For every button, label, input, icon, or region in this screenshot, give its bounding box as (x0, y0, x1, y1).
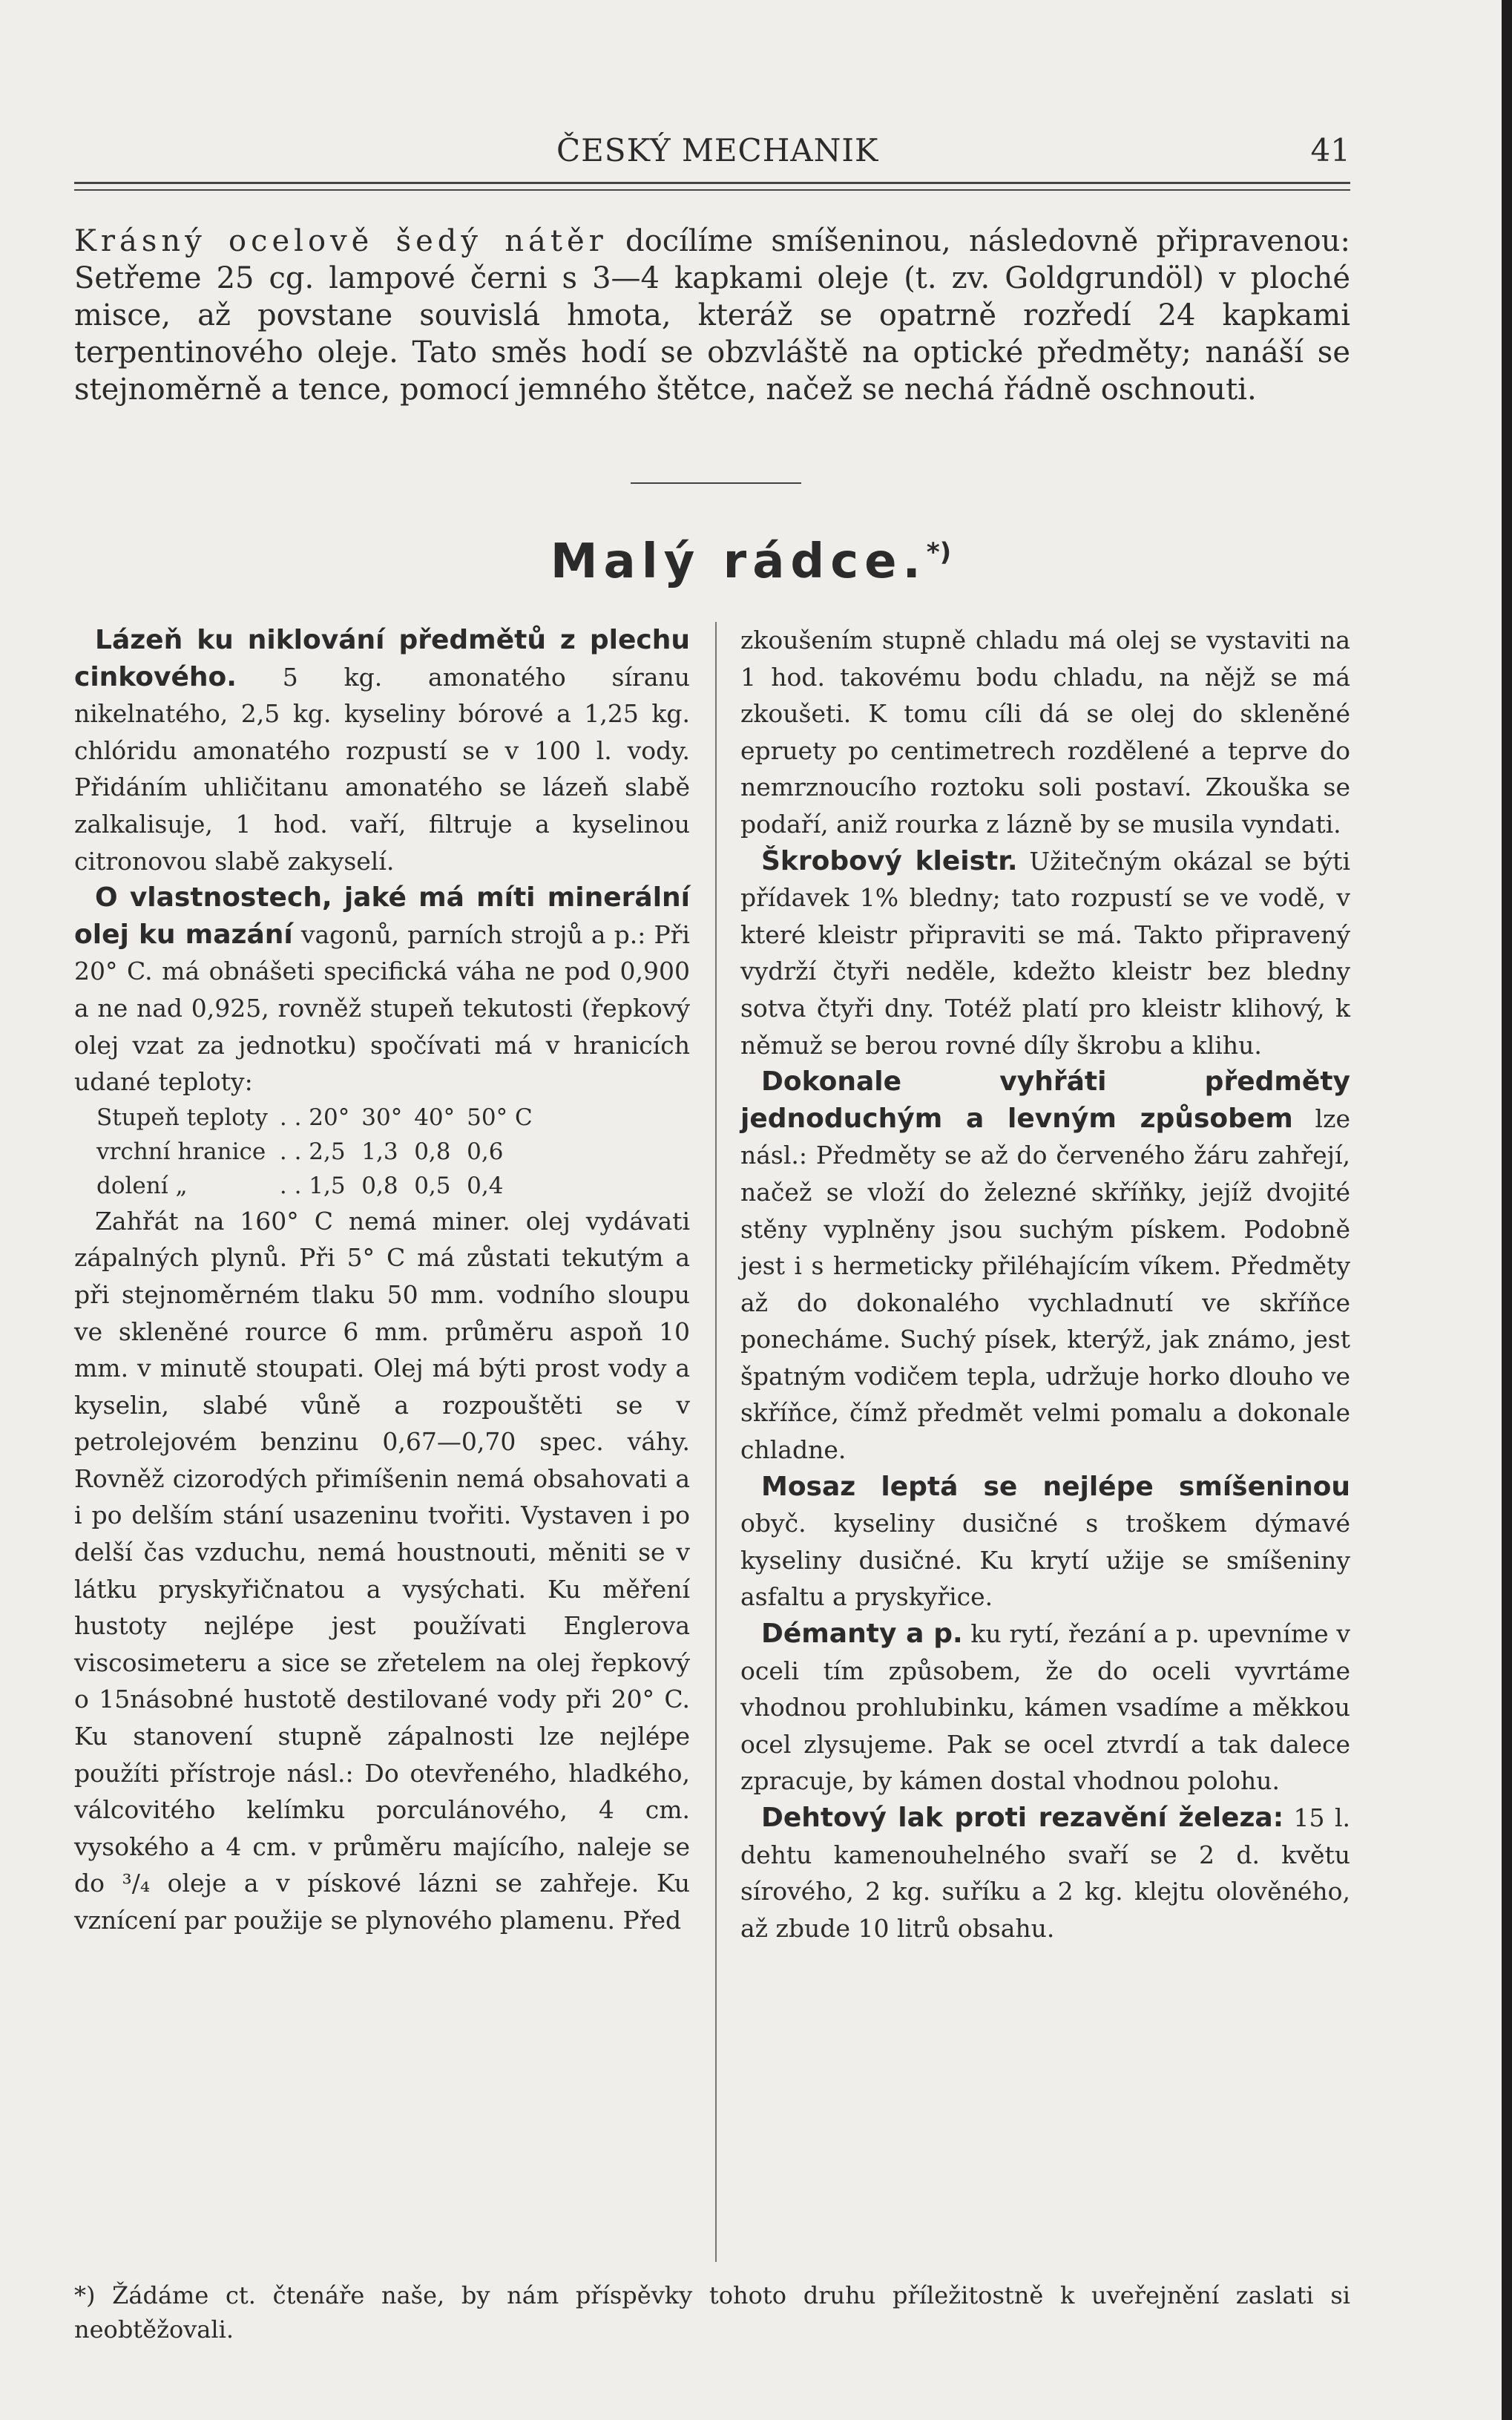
article-brass-etching (740, 1469, 1350, 1616)
article-tar-varnish (740, 1800, 1350, 1947)
section-title-text: Malý rádce. (550, 534, 927, 589)
fluidity-table (96, 1101, 545, 1203)
table-cell: 0,6 (467, 1138, 504, 1165)
table-cell: Stupeň teploty (96, 1104, 268, 1131)
table-cell: 30° (361, 1104, 403, 1131)
table-cell: 0,4 (467, 1172, 504, 1199)
article-text: 5 kg. amonatého síranu nikelnatého, 2,5 kg. kyseliny bórové a 1,25 kg. chlóridu amonatého rozpustí se v 100 l. vody. Přidáním uhličitanu amonatého se lázeň slabě zalkalisuje, 1 hod. vaří, filtruje a kyselinou citronovou slabě zakyselí. (74, 662, 690, 876)
section-title (0, 534, 1502, 589)
table-cell: 1,3 (361, 1138, 398, 1165)
article-heading: Mosaz leptá se nejlépe smíšeninou (761, 1471, 1350, 1502)
scan-edge (1502, 0, 1512, 2420)
article-heading: Lázeň ku niklování předmětů z plechu cinkového. (74, 625, 690, 692)
article-diamonds (740, 1616, 1350, 1800)
table-cell: . . 2,5 (279, 1138, 346, 1165)
left-column (74, 622, 690, 1939)
section-separator (631, 482, 801, 484)
article-heading: Démanty a p. (761, 1619, 963, 1650)
section-title-footnote-mark: *) (926, 537, 952, 568)
article-heating (740, 1063, 1350, 1469)
article-heading: Dokonale vyhřáti předměty jednoduchým a levným způsobem (740, 1066, 1350, 1134)
intro-lead: Krásný ocelově šedý nátěr (74, 224, 608, 258)
article-text: Užitečným okázal se býti přídavek 1% bledny; tato rozpustí se ve vodě, v které kleistr připraviti se má. Takto připravený vydrží čtyři neděle, kdežto kleistr bez bledny sotva čtyři dny. Totéž platí pro kleistr klihový, k němuž se berou rovné díly škrobu a klihu. (740, 846, 1350, 1060)
intro-text: docílíme smíšeninou, následovně připravenou: Setřeme 25 cg. lampové černi s 3—4 kapkami oleje (t. zv. Goldgrundöl) v ploché misce, až povstane souvislá hmota, kteráž se opatrně rozředí 24 kapkami terpentinového oleje. Tato směs hodí se obzvláště na optické předměty; nanáší se stejnoměrně a tence, pomocí jemného štětce, načež se nechá řádně oschnouti. (74, 224, 1351, 407)
table-cell: 40° (414, 1104, 456, 1131)
table-cell: 0,8 (361, 1172, 398, 1199)
article-heading: Škrobový kleistr. (761, 845, 1018, 876)
article-text: lze násl.: Předměty se až do červeného žáru zahřejí, načež se vloží do železné skříňky, jejíž dvojité stěny vyplněny jsou suchým pískem. Podobně jest i s hermeticky přiléhajícím víkem. Předměty až do dokonalého vychladnutí ve skříňce ponecháme. Suchý písek, kterýž, jak známo, jest špatným vodičem tepla, udržuje horko dlouho ve skříňce, čímž předmět velmi pomalu a dokonale chladne. (740, 1104, 1350, 1465)
table-cell: 0,5 (414, 1172, 451, 1199)
article-continuation: zkoušením stupně chladu má olej se vystaviti na 1 hod. takovému bodu chladu, na nějž se má zkoušeti. K tomu cíli dá se olej do skleněné epruety po centimetrech rozdělené a teprve do nemrznoucího roztoku soli postaví. Zkouška se podaří, aniž rourka z lázně by se musila vyndati. (740, 626, 1350, 839)
article-mineral-oil-continued: Zahřát na 160° C nemá miner. olej vydávati zápalných plynů. Při 5° C má zůstati tekutým a při stejnoměrném tlaku 50 mm. vodního sloupu ve skleněné rource 6 mm. průměru aspoň 10 mm. v minutě stoupati. Olej má býti prost vody a kyselin, slabé vůně a rozpouštěti se v petrolejovém benzinu 0,67—0,70 spec. váhy. Rovněž cizorodých přimíšenin nemá obsahovati a i po delším stání usazeninu tvořiti. Vystaven i po delší čas vzduchu, nemá houstnouti, měniti se v látku pryskyřičnatou a vysýchati. Ku měření hustoty nejlépe jest používati Englerova viscosimeteru a sice se zřetelem na olej řepkový o 15násobné hustotě destilované vody při 20° C. Ku stanovení stupně zápalnosti lze nejlépe použíti přístroje násl.: Do otevřeného, hladkého, válcovitého kelímku porculánového, 4 cm. vysokého a 4 cm. v průměru majícího, naleje se do ³/₄ oleje a v pískové lázni se zahřeje. Ku vznícení par použije se plynového plamenu. Před (74, 1206, 690, 1935)
table-cell: . . 1,5 (279, 1172, 346, 1199)
header-rule-double (74, 189, 1350, 191)
header-rule (74, 182, 1350, 184)
right-column (740, 622, 1350, 1947)
article-heading: Dehtový lak proti rezavění železa: (761, 1803, 1284, 1833)
footnote: *) Žádáme ct. čtenáře naše, by nám příspěvky tohoto druhu příležitostně k uveřejnění zaslati si neobtěžovali. (74, 2281, 1350, 2344)
column-divider (715, 622, 717, 2262)
table-cell: . . 20° (279, 1104, 350, 1131)
running-title: ČESKÝ MECHANIK (556, 132, 879, 168)
article-text: vagonů, parních strojů a p.: Při 20° C. má obnášeti specifická váha ne pod 0,900 a ne nad 0,925, rovněž stupeň tekutosti (řepkový olej vzat za jednotku) spočívati má v hranicích udané teploty: (74, 919, 690, 1097)
article-text: 15 l. dehtu kamenouhelného svaří se 2 d. květu sírového, 2 kg. suříku a 2 kg. klejtu olověného, až zbude 10 litrů obsahu. (740, 1803, 1350, 1943)
running-header (74, 132, 1350, 177)
table-cell: dolení „ (96, 1172, 188, 1199)
article-text: obyč. kyseliny dusičné s troškem dýmavé kyseliny dusičné. Ku krytí užije se smíšeniny asfaltu a pryskyřice. (740, 1509, 1350, 1612)
table-cell: 50° C (467, 1104, 533, 1131)
intro-paragraph (74, 223, 1350, 408)
article-nickel-bath (74, 622, 690, 879)
page-number: 41 (1310, 132, 1350, 168)
table-cell: 0,8 (414, 1138, 451, 1165)
article-text: ku rytí, řezání a p. upevníme v oceli tím způsobem, že do oceli vyvrtáme vhodnou prohlubinku, kámen vsadíme a měkkou ocel zlysujeme. Pak se ocel ztvrdí a tak dalece zpracuje, by kámen dostal vhodnou polohu. (740, 1619, 1351, 1796)
article-heading: O vlastnostech, jaké má míti minerální olej ku mazání (74, 882, 690, 950)
table-row (96, 1135, 545, 1169)
table-row (96, 1101, 545, 1135)
article-mineral-oil (74, 879, 690, 1101)
table-row (96, 1169, 545, 1203)
table-cell: vrchní hranice (96, 1138, 266, 1165)
article-starch-paste (740, 843, 1350, 1064)
